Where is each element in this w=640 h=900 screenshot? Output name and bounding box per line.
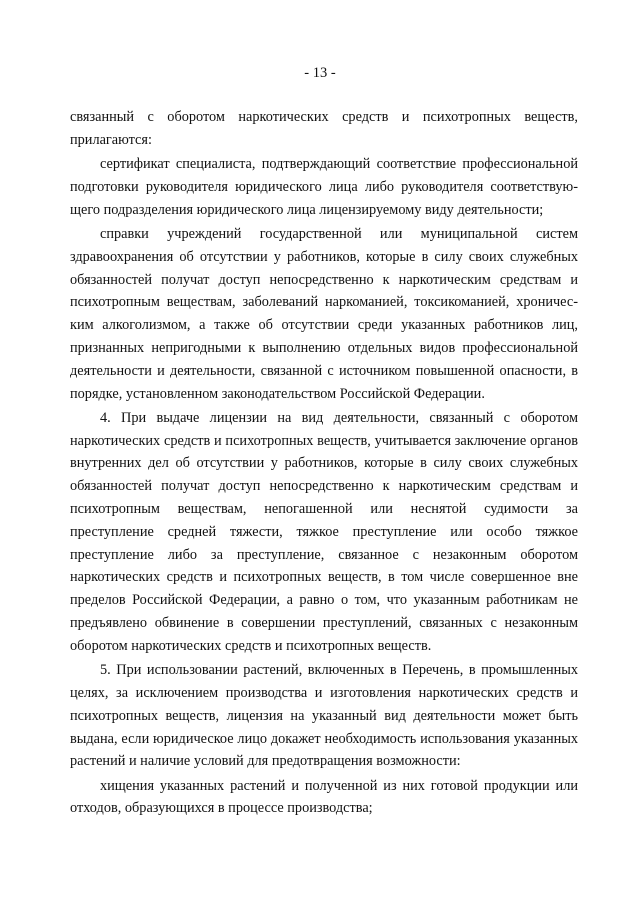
paragraph-specialist-certificate: сертификат специалиста, подтверждающий соответствие профессиональной подготовки руководителя юридического лица либо руководителя соответствую-щего подразделения юридического лица лицензируемому виду деятельности; [70,156,578,218]
paragraph-theft-prevention: хищения указанных растений и полученной из них готовой продукции или отходов, образующихся в процессе производства; [70,777,578,817]
paragraph-health-certificates: справки учреждений государственной или муниципальной систем здравоохранения об отсутствии у работников, которые в силу своих служебных обязанностей получат доступ непосредственно к наркотическим средствам и психотропным веществам, заболеваний наркоманией, токсикоманией, хроничес-ким алкоголизмом, а также об отсутствии среди указанных работников лиц, признанных непригодными к выполнению отдельных видов профессиональной деятельности и деятельности, связанной с источником повышенной опасности, в порядке, установленном законодательством Российской Федерации. [70,225,578,402]
page-number: - 13 - [304,65,336,81]
paragraph-item-4: 4. При выдаче лицензии на вид деятельности, связанный с оборотом наркотических средств и психотропных веществ, учитывается заключение органов внутренних дел об отсутствии у работников, которые в силу своих служебных обязанностей получат доступ непосредственно к наркотическим средствам и психотропным веществам, непогашенной или неснятой судимости за преступление средней тяжести, тяжкое преступление или особо тяжкое преступление либо за преступление, связанное с незаконным оборотом наркотических средств и психотропных веществ, в том числе совершенное вне пределов Российской Федерации, а равно о том, что указанным работникам не предъявлено обвинение в совершении преступлений, связанных с незаконным оборотом наркотических средств и психотропных веществ. [70,409,578,654]
paragraph-continuation: связанный с оборотом наркотических средств и психотропных веществ, прилагаются: [70,109,578,148]
paragraph-item-5: 5. При использовании растений, включенных в Перечень, в промышленных целях, за исключением производства и изготовления наркотических средств и психотропных веществ, лицензия на указанный вид деятельности может быть выдана, если юридическое лицо докажет необходимость использования указанных растений и наличие условий для предотвращения возможности: [70,662,578,770]
document-body [70,106,578,822]
